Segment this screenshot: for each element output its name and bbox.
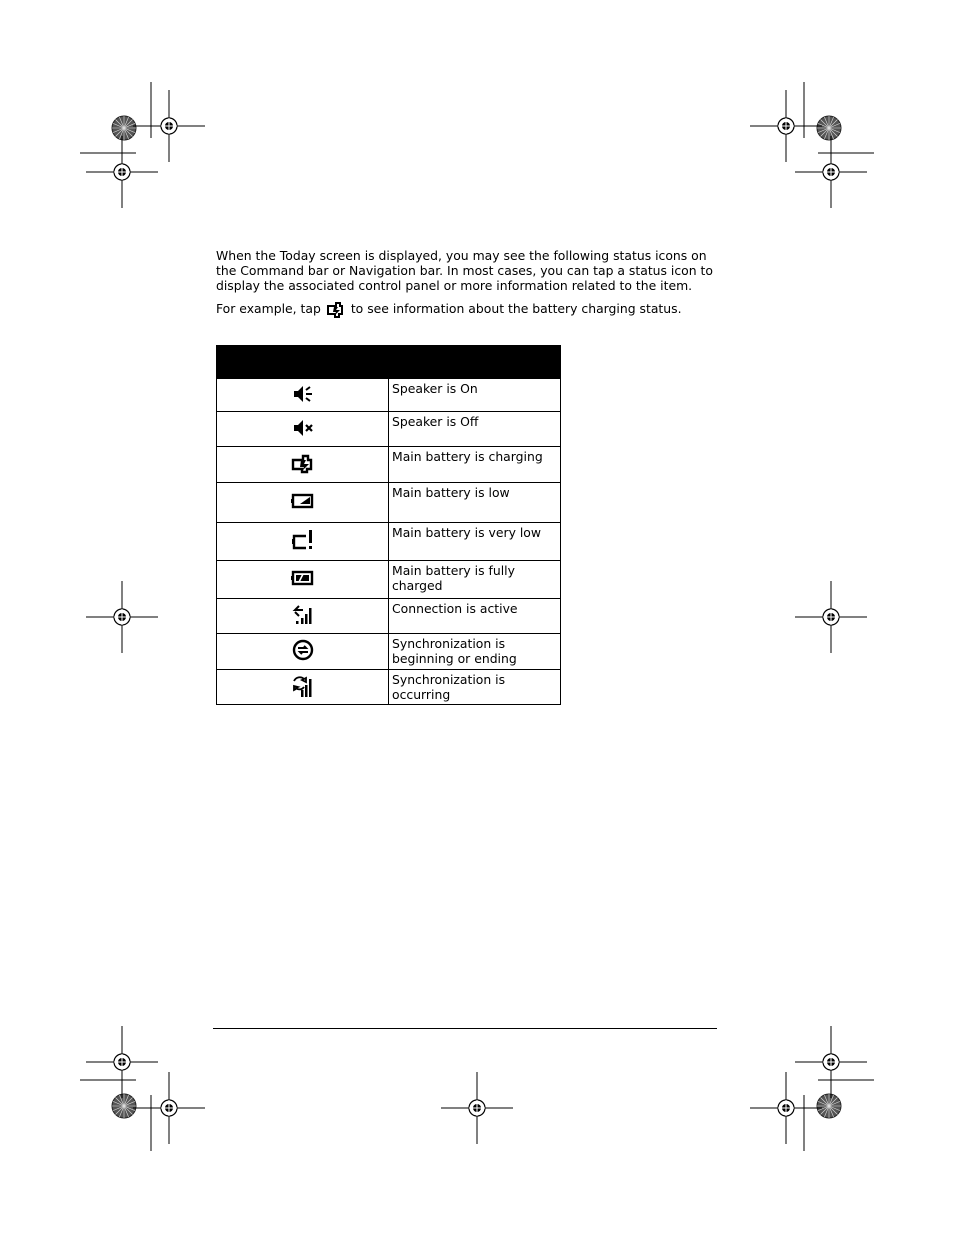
sync-begin-end-icon — [291, 650, 315, 665]
intro-paragraph: When the Today screen is displayed, you may see the following status icons on the Command bar or Navigation bar. In most cases, you can tap a status icon to display the associated control panel or more information related to the item. — [216, 248, 713, 293]
table-row — [217, 523, 561, 561]
table-row — [217, 670, 561, 705]
table-row — [217, 379, 561, 412]
example-text-after: to see information about the battery charging status. — [350, 301, 682, 316]
status-description: Speaker is On — [389, 379, 561, 412]
footer-rule — [213, 1028, 717, 1029]
connection-active-icon — [291, 615, 315, 630]
status-description: Synchronization is occurring — [389, 670, 561, 705]
speaker-on-icon — [292, 392, 314, 407]
battery-charging-icon — [325, 300, 347, 321]
status-description: Speaker is Off — [389, 412, 561, 447]
table-row — [217, 447, 561, 483]
status-description: Main battery is fully charged — [389, 561, 561, 599]
status-description: Connection is active — [389, 599, 561, 634]
sync-occurring-icon — [291, 687, 315, 702]
status-description: Main battery is very low — [389, 523, 561, 561]
table-header — [217, 346, 561, 379]
battery-charging-icon — [290, 462, 316, 477]
status-description: Main battery is low — [389, 483, 561, 523]
table-row — [217, 483, 561, 523]
status-description: Synchronization is beginning or ending — [389, 634, 561, 670]
status-icon-table — [216, 345, 561, 705]
battery-full-icon — [290, 576, 316, 591]
table-row — [217, 561, 561, 599]
example-text-before: For example, tap — [216, 301, 321, 316]
battery-low-icon — [290, 499, 316, 514]
table-row — [217, 412, 561, 447]
table-row — [217, 634, 561, 670]
table-row — [217, 599, 561, 634]
table-header-row — [217, 346, 561, 379]
battery-very-low-icon — [290, 540, 316, 555]
example-sentence — [216, 300, 716, 321]
status-description: Main battery is charging — [389, 447, 561, 483]
speaker-off-icon — [292, 426, 314, 441]
